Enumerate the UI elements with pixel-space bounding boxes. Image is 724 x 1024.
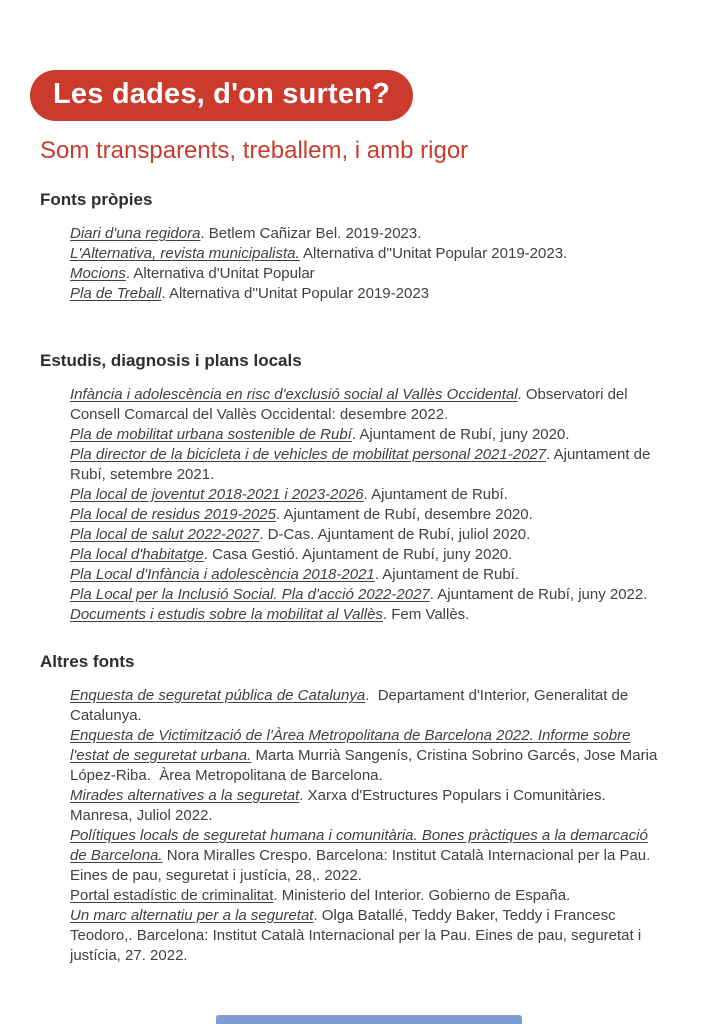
reference-item — [70, 485, 665, 505]
reference-item — [70, 886, 665, 906]
reference-item — [70, 605, 665, 625]
reference-link[interactable]: Pla local de salut 2022-2027 — [70, 526, 260, 543]
reference-text: . Ajuntament de Rubí, setembre 2021. — [70, 446, 655, 483]
reference-text: . Ajuntament de Rubí. — [374, 566, 520, 583]
reference-link[interactable]: Pla local de joventut 2018-2021 i 2023-2026 — [70, 486, 364, 503]
reference-link[interactable]: Pla local de residus 2019-2025 — [70, 506, 276, 523]
section-heading: Fonts pròpies — [40, 190, 153, 209]
reference-link[interactable]: Portal estadístic de criminalitat — [70, 887, 274, 904]
section-heading: Altres fonts — [40, 652, 135, 671]
reference-text: Nora Miralles Crespo. Barcelona: Institut Català Internacional per la Pau. Eines de pau, seguretat i justícia, 28,. 2022. — [70, 847, 655, 884]
reference-item — [70, 545, 665, 565]
reference-list — [40, 385, 665, 625]
reference-list — [40, 686, 665, 966]
reference-text: . Casa Gestió. Ajuntament de Rubí, juny 2020. — [203, 546, 513, 563]
reference-text: . Departament d'Interior, Generalitat de Catalunya. — [70, 687, 633, 724]
reference-link[interactable]: Un marc alternatiu per a la seguretat — [70, 907, 314, 924]
reference-item — [70, 786, 665, 826]
reference-item — [70, 906, 665, 966]
reference-link[interactable]: Pla de mobilitat urbana sostenible de Rubí — [70, 426, 352, 443]
reference-text: . Ajuntament de Rubí. — [363, 486, 508, 503]
reference-link[interactable]: Documents i estudis sobre la mobilitat al Vallès — [70, 606, 383, 623]
reference-item — [70, 686, 665, 726]
reference-link[interactable]: Mirades alternatives a la seguretat — [70, 787, 300, 804]
section — [40, 350, 684, 625]
footer-accent-bar — [216, 1015, 522, 1024]
reference-item — [70, 826, 665, 886]
reference-item — [70, 385, 665, 425]
reference-link[interactable]: L'Alternativa, revista municipalista. — [70, 245, 300, 262]
page-subtitle: Som transparents, treballem, i amb rigor — [40, 137, 469, 164]
section — [40, 189, 684, 304]
reference-text: . Fem Vallès. — [382, 606, 470, 623]
reference-link[interactable]: Pla Local d'Infància i adolescència 2018-2021 — [70, 566, 375, 583]
reference-text: . Alternativa d''Unitat Popular 2019-2023 — [161, 285, 430, 302]
reference-link[interactable]: Pla de Treball — [70, 285, 162, 302]
reference-link[interactable]: Enquesta de seguretat pública de Catalunya — [70, 687, 366, 704]
reference-text: . Alternativa d'Unitat Popular — [125, 265, 315, 282]
reference-item — [70, 726, 665, 786]
section-heading: Estudis, diagnosis i plans locals — [40, 351, 302, 370]
reference-link[interactable]: Enquesta de Victimització de l'Àrea Metropolitana de Barcelona 2022. Informe sobre l'estat de seguretat urbana. — [70, 727, 631, 764]
reference-text: Alternativa d''Unitat Popular 2019-2023. — [299, 245, 568, 262]
reference-text: . D-Cas. Ajuntament de Rubí, juliol 2020. — [259, 526, 531, 543]
section — [40, 651, 684, 966]
reference-item — [70, 425, 665, 445]
reference-link[interactable]: Infància i adolescència en risc d'exclusió social al Vallès Occidental — [70, 386, 518, 403]
reference-text: . Ajuntament de Rubí, juny 2022. — [429, 586, 648, 603]
reference-list — [40, 224, 665, 304]
reference-item — [70, 565, 665, 585]
page-title: Les dades, d'on surten? — [53, 78, 390, 110]
reference-text: . Olga Batallé, Teddy Baker, Teddy i Francesc Teodoro,. Barcelona: Institut Català Internacional per la Pau. Eines de pau, seguretat i justícia, 27. 2022. — [70, 907, 646, 964]
reference-item — [70, 585, 665, 605]
reference-link[interactable]: Mocions — [70, 265, 126, 282]
reference-link[interactable]: Pla Local per la Inclusió Social. Pla d'acció 2022-2027 — [70, 586, 430, 603]
reference-item — [70, 505, 665, 525]
reference-sections — [40, 189, 684, 966]
reference-item — [70, 445, 665, 485]
reference-text: . Ajuntament de Rubí, juny 2020. — [351, 426, 570, 443]
reference-link[interactable]: Diari d'una regidora — [70, 225, 201, 242]
reference-text: . Ajuntament de Rubí, desembre 2020. — [275, 506, 533, 523]
reference-item — [70, 224, 665, 244]
reference-link[interactable]: Pla director de la bicicleta i de vehicles de mobilitat personal 2021-2027 — [70, 446, 547, 463]
reference-item — [70, 525, 665, 545]
reference-item — [70, 284, 665, 304]
reference-item — [70, 264, 665, 284]
reference-text: . Observatori del Consell Comarcal del Vallès Occidental: desembre 2022. — [70, 386, 632, 423]
reference-text: . Betlem Cañizar Bel. 2019-2023. — [200, 225, 422, 242]
reference-text: . Ministerio del Interior. Gobierno de España. — [273, 887, 571, 904]
reference-text: . Xarxa d'Estructures Populars i Comunitàries. Manresa, Juliol 2022. — [70, 787, 610, 824]
reference-link[interactable]: Pla local d'habitatge — [70, 546, 204, 563]
reference-text: Marta Murrià Sangenís, Cristina Sobrino Garcés, Jose Maria López-Riba. Àrea Metropolitana de Barcelona. — [70, 747, 662, 784]
reference-item — [70, 244, 665, 264]
reference-link[interactable]: Polítiques locals de seguretat humana i comunitària. Bones pràctiques a la demarcació de Barcelona. — [70, 827, 648, 864]
page-title-pill — [30, 70, 413, 121]
